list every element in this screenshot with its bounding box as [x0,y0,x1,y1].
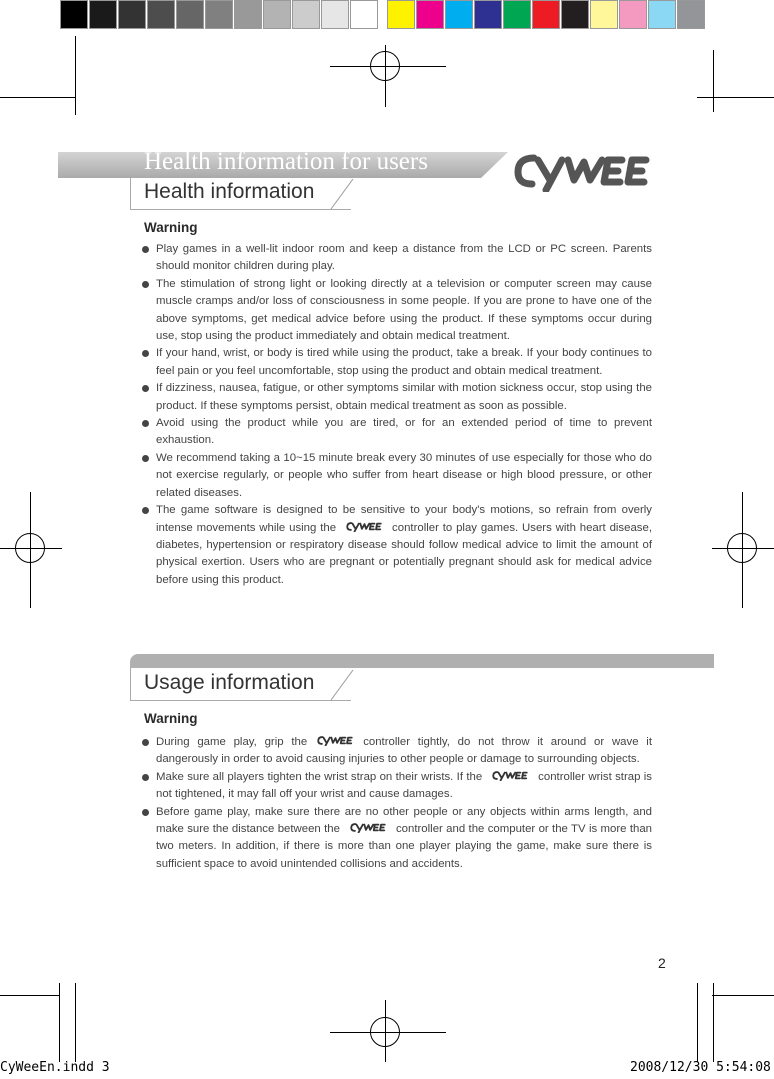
list-item [142,734,652,769]
list-item [142,241,652,276]
list-item-text: We recommend taking a 10~15 minute break every 30 minutes of use especially for those who do not exercise regularly, or people who suffer from heart disease or high blood pressure, or other related diseases. [156,451,652,499]
swatch-gap [379,0,387,31]
list-item-text: The game software is designed to be sensitive to your body's motions, so refrain from overly intense movements while using the [156,504,652,534]
file-slug: CyWeeEn.indd 3 [0,1060,110,1075]
list-item-text: Make sure all players tighten the wrist strap on their wrists. If the [156,770,483,783]
color-swatch [60,0,88,29]
color-swatch [292,0,320,29]
section-tab-usage [130,668,351,701]
color-swatch [677,0,705,29]
warning-heading: Warning [144,711,198,726]
list-item [142,804,652,874]
usage-warning-list [142,734,652,873]
color-swatch [234,0,262,29]
color-swatch [561,0,589,29]
color-swatch [648,0,676,29]
cywee-logo-icon [485,770,535,781]
color-swatch [350,0,378,29]
color-swatch [387,0,415,29]
color-swatch [503,0,531,29]
health-warning-list [142,241,652,589]
color-swatch [590,0,618,29]
list-item [142,415,652,450]
list-item [142,769,652,804]
color-swatch [89,0,117,29]
color-swatch [532,0,560,29]
color-calibration-bar [60,0,706,31]
color-swatch [263,0,291,29]
section-tab-health [130,177,351,210]
color-swatch [416,0,444,29]
color-swatch [205,0,233,29]
color-swatch [176,0,204,29]
list-item [142,450,652,502]
list-item-text: Before game play, make sure there are no other people or any objects within arms length, and make sure the distance between the [156,805,652,836]
section-divider-bar [130,654,714,668]
section-title: Health information [144,180,315,203]
list-item-text: During game play, grip the [156,736,308,748]
color-swatch [118,0,146,29]
list-item-text: controller to play games. Users with heart disease, diabetes, hypertension or respiratory disease should follow medical advice to limit the amount of physical exertion. Users who are pregnant or potentially pregnant should ask for medical advice before using this product. [156,521,652,586]
page-number: 2 [658,955,666,971]
color-swatch [619,0,647,29]
list-item-text: controller wrist strap is not tightened, it may fall off your wrist and cause damages. [156,770,652,801]
color-swatch [445,0,473,29]
list-item [142,276,652,346]
page-title: Health information for users [144,148,428,175]
cywee-logo-icon [310,735,360,746]
color-swatch [321,0,349,29]
list-item-text: If dizziness, nausea, fatigue, or other symptoms similar with motion sickness occur, stop using the product. If these symptoms persist, obtain medical treatment as soon as possible. [156,382,652,412]
date-slug: 2008/12/30 5:54:08 [630,1060,771,1075]
color-swatch [147,0,175,29]
color-swatch [474,0,502,29]
list-item-text: Play games in a well-lit indoor room and keep a distance from the LCD or PC screen. Parents should monitor children during play. [156,243,652,273]
list-item [142,345,652,380]
list-item [142,380,652,415]
list-item-text: The stimulation of strong light or looking directly at a television or computer screen may cause muscle cramps and/or loss of consciousness in some people. If you are prone to have one of the above symptoms, get medical advice before using the product. If these symptoms occur during use, stop using the product immediately and obtain medical treatment. [156,277,652,343]
cywee-logo-icon [339,521,389,532]
list-item [142,502,652,589]
cywee-logo [512,150,652,192]
section-title: Usage information [144,671,315,694]
list-item-text: If your hand, wrist, or body is tired while using the product, take a break. If your body continues to feel pain or you feel uncomfortable, stop using the product and obtain medical treatment. [156,347,652,377]
list-item-text: controller tightly, do not throw it around or wave it dangerously in order to avoid causing injuries to other people or damage to surrounding objects. [156,736,653,766]
cywee-logo-icon [343,822,393,833]
list-item-text: Avoid using the product while you are tired, or for an extended period of time to prevent exhaustion. [156,417,652,447]
list-item-text: controller and the computer or the TV is more than two meters. In addition, if there is more than one player playing the game, make sure there is sufficient space to avoid unintended collisions and accidents. [156,823,653,870]
warning-heading: Warning [144,220,198,235]
